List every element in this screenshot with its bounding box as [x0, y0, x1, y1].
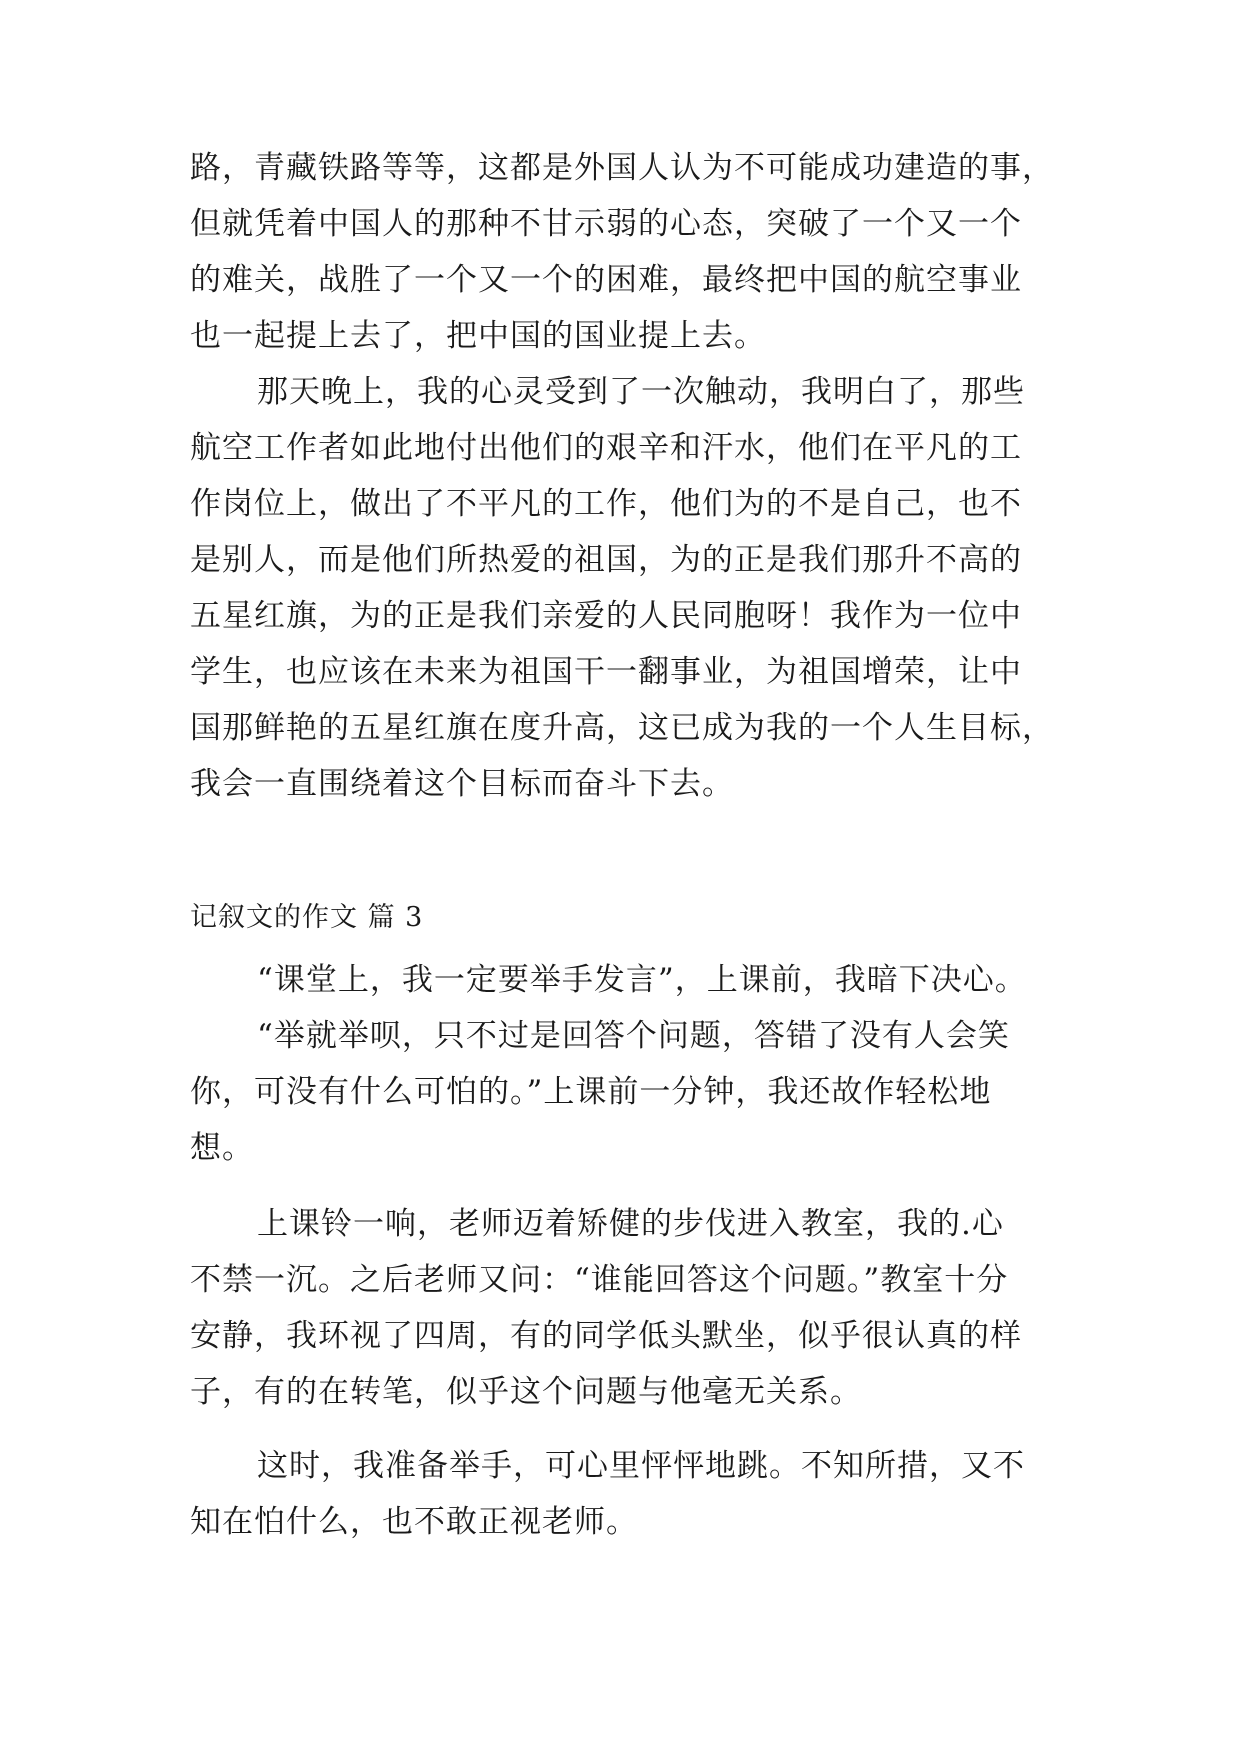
text-line: “举就举呗，只不过是回答个问题，答错了没有人会笑: [257, 1018, 1010, 1054]
text-line: 也一起提上去了，把中国的国业提上去。: [190, 318, 766, 354]
text-line: 五星红旗，为的正是我们亲爱的人民同胞呀！我作为一位中: [190, 598, 1022, 634]
text-line: 不禁一沉。之后老师又问：“谁能回答这个问题。”教室十分: [190, 1262, 1009, 1298]
text-line: 上课铃一响，老师迈着矫健的步伐进入教室，我的.心: [257, 1206, 1004, 1242]
text-line: 安静，我环视了四周，有的同学低头默坐，似乎很认真的样: [190, 1318, 1022, 1354]
text-line: 但就凭着中国人的那种不甘示弱的心态，突破了一个又一个: [190, 206, 1022, 242]
text-line: 这时，我准备举手，可心里怦怦地跳。不知所措，又不: [257, 1448, 1025, 1484]
text-line: 学生，也应该在未来为祖国干一翻事业，为祖国增荣，让中: [190, 654, 1022, 690]
text-line: 子，有的在转笔，似乎这个问题与他毫无关系。: [190, 1374, 862, 1410]
text-line: 的难关，战胜了一个又一个的困难，最终把中国的航空事业: [190, 262, 1022, 298]
text-line: 航空工作者如此地付出他们的艰辛和汗水，他们在平凡的工: [190, 430, 1022, 466]
text-line: 想。: [190, 1130, 254, 1166]
text-line: 你，可没有什么可怕的。”上课前一分钟，我还故作轻松地: [190, 1074, 992, 1110]
text-line: 是别人，而是他们所热爱的祖国，为的正是我们那升不高的: [190, 542, 1022, 578]
text-line: 作岗位上，做出了不平凡的工作，他们为的不是自己，也不: [190, 486, 1022, 522]
section-heading: 记叙文的作文 篇 3: [190, 902, 424, 933]
text-line: 国那鲜艳的五星红旗在度升高，这已成为我的一个人生目标，: [190, 710, 1054, 746]
text-line: “课堂上，我一定要举手发言”，上课前，我暗下决心。: [257, 962, 1027, 998]
text-line: 那天晚上，我的心灵受到了一次触动，我明白了，那些: [257, 374, 1025, 410]
text-line: 路，青藏铁路等等，这都是外国人认为不可能成功建造的事，: [190, 150, 1054, 186]
text-line: 知在怕什么，也不敢正视老师。: [190, 1504, 638, 1540]
text-line: 我会一直围绕着这个目标而奋斗下去。: [190, 766, 734, 802]
